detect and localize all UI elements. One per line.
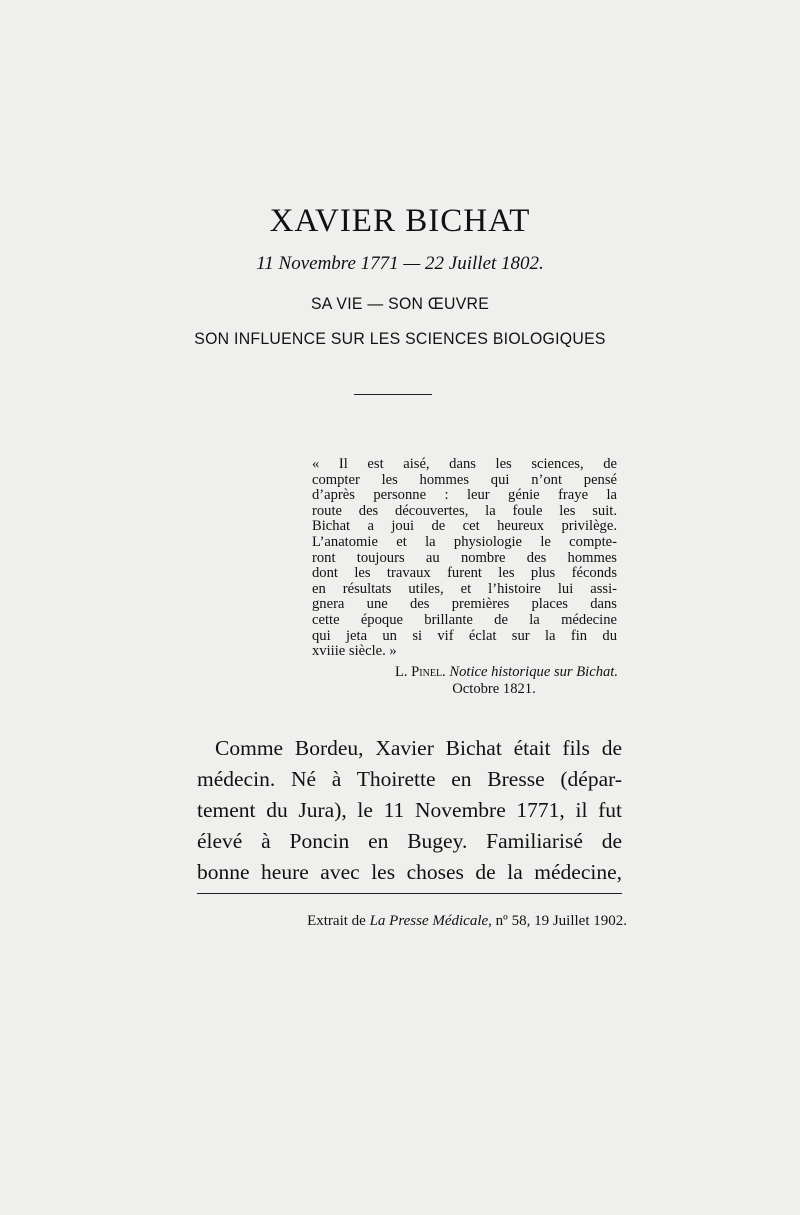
footnote-suffix: nº 58, 19 Juillet 1902. (495, 913, 627, 929)
quote-line: dont les travaux furent les plus féconds (312, 565, 617, 582)
title-divider (354, 394, 432, 395)
epigraph-quote (312, 457, 617, 660)
epigraph-attribution (300, 664, 618, 698)
subtitle-life-work: SA VIE — SON ŒUVRE (310, 294, 490, 313)
body-line: tement du Jura), le 11 Novembre 1771, il fut (197, 798, 622, 822)
footnote-divider (197, 893, 622, 894)
quote-line: Bichat a joui de cet heureux privilège. (312, 518, 617, 535)
footnote-journal: La Presse Médicale, (369, 913, 492, 929)
quote-line: « Il est aisé, dans les sciences, de (312, 456, 617, 472)
quote-line: ront toujours au nombre des hommes (312, 549, 617, 566)
quote-line: route des découvertes, la foule les suit. (312, 502, 617, 519)
quote-line: cette époque brillante de la médecine (312, 611, 617, 628)
subtitle-influence: SON INFLUENCE SUR LES SCIENCES BIOLOGIQUES (194, 329, 606, 348)
body-line: Comme Bordeu, Xavier Bichat était fils de (215, 736, 622, 760)
body-line: médecin. Né à Thoirette en Bresse (dépar- (197, 767, 622, 791)
footnote (197, 913, 627, 930)
body-line: bonne heure avec les choses de la médecine, (197, 860, 622, 884)
attribution-work: Notice historique sur Bichat. (449, 664, 618, 680)
attribution-date: Octobre 1821. (452, 681, 536, 697)
page-title: XAVIER BICHAT (269, 203, 531, 239)
body-text (197, 733, 622, 888)
footnote-prefix: Extrait de (307, 913, 366, 929)
body-line: élevé à Poncin en Bugey. Familiarisé de (197, 829, 622, 853)
quote-line: gnera une des premières places dans (312, 596, 617, 613)
quote-line: xviiie siècle. » (312, 643, 397, 660)
quote-line: qui jeta un si vif éclat sur la fin du (312, 627, 617, 644)
quote-line: d’après personne : leur génie fraye la (312, 487, 617, 504)
attribution-author: L. Pinel. (394, 664, 446, 680)
quote-line: compter les hommes qui n’ont pensé (312, 471, 617, 488)
quote-line: en résultats utiles, et l’histoire lui assi- (312, 580, 617, 597)
dates-line: 11 Novembre 1771 — 22 Juillet 1802. (256, 253, 544, 274)
quote-line: L’anatomie et la physiologie le compte- (312, 533, 617, 550)
